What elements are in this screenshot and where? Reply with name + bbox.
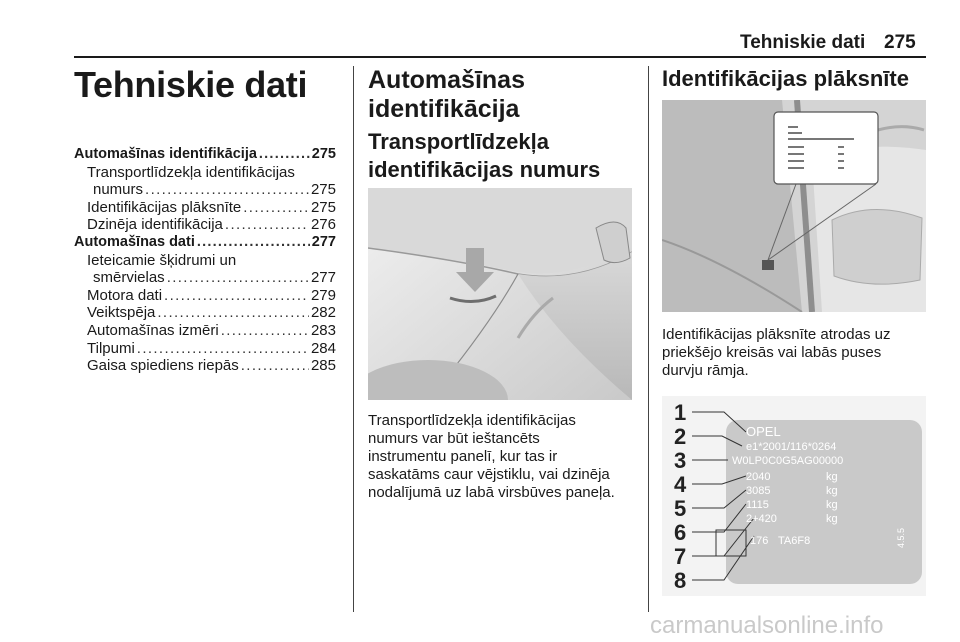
toc-item-engine-id[interactable]: Dzinēja identifikācija . . . 276: [74, 216, 336, 234]
toc-item-plate[interactable]: Identifikācijas plāksnīte . . . 275: [74, 199, 336, 217]
toc-item-dimensions[interactable]: Automašīnas izmēri . . . 283: [74, 322, 336, 340]
toc-item-performance[interactable]: Veiktspēja . . . 282: [74, 304, 336, 322]
toc-item-capacities[interactable]: Tilpumi . . . 284: [74, 340, 336, 358]
plate-weight-4: 2+420: [746, 513, 777, 525]
plate-bottom-mid: TA6F8: [778, 535, 811, 547]
vin-description: Transportlīdzekļa identifikācijas numurs var būt ieštancēts instrumentu panelī, kur tas ir saskatāms caur vējstiklu, vai dzinēja nodalījumā uz labā virsbūves paneļa.: [368, 412, 615, 501]
toc-section-vehicle-data[interactable]: Automašīnas dati . . . 277: [74, 234, 336, 252]
plate-diagram: [662, 396, 926, 596]
plate-weight-3: 1115: [746, 499, 769, 511]
plate-unit-1: kg: [826, 471, 838, 483]
header-rule: [74, 56, 926, 58]
column-divider: [353, 66, 354, 612]
running-header-title: Tehniskie dati: [740, 32, 866, 53]
plate-brand: OPEL: [746, 424, 781, 439]
toc-item-fluids-line1[interactable]: Ieteicamie šķidrumi un: [87, 251, 237, 269]
plate-approval: e1*2001/116*0264: [746, 441, 837, 453]
toc-section-vehicle-identification[interactable]: Automašīnas identifikācija . . . 275: [74, 146, 336, 164]
plate-unit-2: kg: [826, 485, 838, 497]
callout-8: 8: [674, 568, 687, 593]
table-of-contents: [74, 146, 336, 375]
watermark: carmanualsonline.info: [650, 612, 884, 639]
callout-2: 2: [674, 424, 687, 449]
callout-5: 5: [674, 496, 687, 521]
page-number: 275: [884, 32, 916, 53]
callout-3: 3: [674, 448, 687, 473]
plate-unit-3: kg: [826, 499, 838, 511]
callout-6: 6: [674, 520, 687, 545]
chapter-title: Tehniskie dati: [74, 64, 308, 105]
toc-item-vin[interactable]: numurs . . . 275: [74, 181, 336, 199]
plate-bottom-left: 176: [750, 535, 769, 547]
subsection-title: Transportlīdzekļa identifikācijas numurs: [368, 129, 601, 182]
plate-unit-4: kg: [826, 513, 838, 525]
plate-weight-2: 3085: [746, 485, 771, 497]
toc-item-vin-line1[interactable]: Transportlīdzekļa identifikācijas: [87, 163, 295, 181]
section-title: Automašīnas identifikācija: [368, 66, 525, 123]
door-frame-illustration: [662, 100, 926, 312]
vin-location-illustration: [368, 188, 632, 400]
subsection-title-plate: Identifikācijas plāksnīte: [662, 66, 909, 91]
plate-bottom-right: 4.5.5: [896, 527, 906, 548]
plate-weight-1: 2040: [746, 471, 771, 483]
toc-item-tyre-pressure[interactable]: Gaisa spiediens riepās . . . 285: [74, 357, 336, 375]
toc-item-fluids[interactable]: smērvielas . . . 277: [74, 269, 336, 287]
toc-item-engine-data[interactable]: Motora dati . . . 279: [74, 287, 336, 305]
callout-7: 7: [674, 544, 687, 569]
plate-description: Identifikācijas plāksnīte atrodas uz priekšējo kreisās vai labās puses durvju rāmja.: [662, 326, 891, 379]
callout-4: 4: [674, 472, 687, 497]
plate-vin: W0LP0C0G5AG00000: [732, 455, 844, 467]
callout-1: 1: [674, 400, 687, 425]
column-divider: [648, 66, 649, 612]
